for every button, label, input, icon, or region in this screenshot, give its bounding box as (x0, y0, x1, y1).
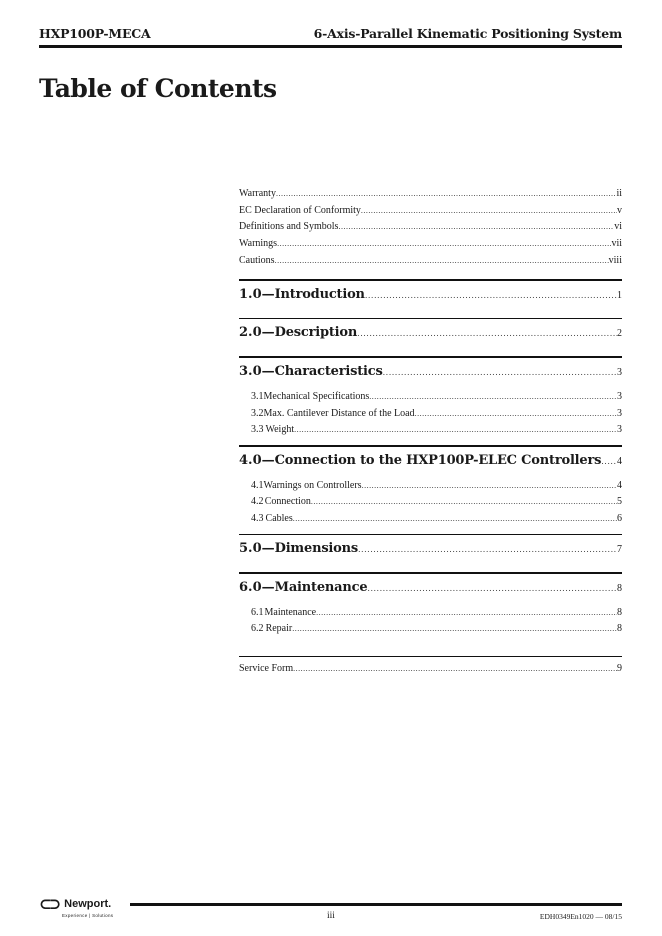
section-page: 7 (617, 544, 622, 556)
section-page: 3 (617, 366, 622, 378)
footer-doc-code: EDH0349En1020 — 08/15 (539, 912, 622, 921)
toc-entry-label: Service Form (239, 662, 294, 674)
subsection-label: Warnings on Controllers (263, 479, 362, 491)
sections-list (239, 279, 622, 644)
dot-leader (415, 406, 617, 423)
toc-subsection[interactable] (239, 406, 622, 423)
toc-entry-label: EC Declaration of Conformity (239, 204, 361, 216)
subsection-number: 3.3 (251, 424, 264, 436)
toc-subsection[interactable] (239, 511, 622, 528)
newport-logo-icon: ⊂⊃ (39, 895, 59, 913)
toc-section-heading[interactable] (239, 574, 622, 605)
header-document-title: 6-Axis-Parallel Kinematic Positioning System (313, 26, 622, 41)
dot-leader (365, 282, 617, 310)
dot-leader (292, 621, 617, 638)
section-number: 4.0 (239, 452, 262, 468)
toc-entry-front-matter[interactable] (239, 219, 622, 236)
toc-entry-label: Warnings (239, 238, 278, 250)
subsection-label: Max. Cantilever Distance of the Load (263, 407, 415, 419)
section-title: Maintenance (274, 579, 368, 595)
section-dash: — (261, 325, 275, 341)
toc-section-heading[interactable] (239, 447, 622, 478)
subsection-label: Cables (265, 512, 293, 524)
section-gap (239, 638, 622, 644)
section-dash: — (261, 579, 275, 595)
subsection-label: Weight (265, 424, 295, 436)
toc-entry-label: Definitions and Symbols (239, 221, 339, 233)
toc-entry-front-matter[interactable] (239, 253, 622, 270)
dot-leader (293, 511, 617, 528)
section-dash: — (261, 452, 275, 468)
section-page: 8 (617, 582, 622, 594)
toc-section (239, 445, 622, 534)
toc-entry-label: Cautions (239, 254, 275, 266)
toc-entry-page: vii (611, 238, 622, 250)
subsection-label: Mechanical Specifications (263, 390, 370, 402)
subsection-label: Connection (264, 496, 311, 508)
dot-leader (369, 389, 617, 406)
dot-leader (383, 359, 617, 387)
section-number: 2.0 (239, 325, 262, 341)
subsection-page: 6 (617, 512, 622, 524)
toc-entry-page: viii (608, 254, 622, 266)
dot-leader (275, 253, 609, 270)
toc-section-heading[interactable] (239, 281, 622, 312)
subsection-number: 4.2 (251, 496, 264, 508)
front-matter-list (239, 186, 622, 269)
table-of-contents (239, 186, 622, 678)
dot-leader (316, 605, 617, 622)
toc-section (239, 534, 622, 573)
dot-leader (601, 448, 617, 476)
subsection-page: 8 (617, 623, 622, 635)
subsection-page: 5 (617, 496, 622, 508)
section-page: 2 (617, 328, 622, 340)
toc-entry-page: 9 (617, 662, 622, 674)
toc-entry-front-matter[interactable] (239, 236, 622, 253)
section-dash: — (261, 286, 275, 302)
header-product-name: HXP100P-MECA (39, 26, 151, 41)
section-number: 1.0 (239, 286, 262, 302)
subsection-number: 3.2 (251, 407, 264, 419)
subsection-page: 3 (617, 407, 622, 419)
toc-entry-front-matter[interactable] (239, 203, 622, 220)
dot-leader (367, 575, 617, 603)
section-dash: — (261, 541, 275, 557)
footer-page-number: iii (327, 911, 335, 921)
final-rule (239, 656, 622, 657)
subsection-page: 8 (617, 606, 622, 618)
page-title: Table of Contents (39, 74, 277, 103)
section-number: 3.0 (239, 363, 262, 379)
dot-leader (276, 186, 616, 203)
dot-leader (361, 203, 617, 220)
section-page: 4 (617, 455, 622, 467)
section-title: Dimensions (274, 541, 359, 557)
header-rule (39, 45, 622, 48)
dot-leader (338, 219, 614, 236)
toc-entry-service-form[interactable] (239, 661, 622, 678)
logo-text: Newport. (64, 898, 112, 910)
toc-section (239, 356, 622, 445)
subsection-page: 4 (617, 479, 622, 491)
toc-entry-front-matter[interactable] (239, 186, 622, 203)
toc-entry-page: v (617, 204, 622, 216)
section-title: Characteristics (274, 363, 383, 379)
dot-leader (293, 661, 617, 678)
toc-section-heading[interactable] (239, 319, 622, 350)
subsection-number: 6.2 (251, 623, 264, 635)
dot-leader (358, 536, 617, 564)
toc-section-heading[interactable] (239, 535, 622, 566)
footer-rule (130, 903, 622, 906)
subsection-page: 3 (617, 424, 622, 436)
section-title: Description (274, 325, 358, 341)
toc-subsection[interactable] (239, 621, 622, 638)
toc-entry-page: ii (616, 188, 622, 199)
section-title: Introduction (274, 286, 365, 302)
dot-leader (357, 320, 617, 348)
section-page: 1 (617, 289, 622, 301)
toc-entry-label: Warranty (239, 188, 276, 199)
toc-subsection[interactable] (239, 422, 622, 439)
subsection-number: 4.1 (251, 479, 264, 491)
toc-section (239, 318, 622, 357)
toc-section (239, 279, 622, 318)
toc-entry-page: vi (614, 221, 622, 233)
toc-subsection[interactable] (239, 605, 622, 622)
dot-leader (294, 422, 617, 439)
dot-leader (277, 236, 611, 253)
logo-tagline: Experience | Solutions (62, 913, 114, 918)
subsection-label: Repair (265, 623, 293, 635)
section-title: Connection to the HXP100P-ELEC Controllers (274, 452, 602, 468)
subsection-page: 3 (617, 390, 622, 402)
subsection-number: 4.3 (251, 512, 264, 524)
dot-leader (311, 494, 617, 511)
section-dash: — (261, 363, 275, 379)
toc-section-heading[interactable] (239, 358, 622, 389)
toc-subsection[interactable] (239, 478, 622, 495)
subsection-label: Maintenance (264, 606, 317, 618)
toc-subsection[interactable] (239, 494, 622, 511)
subsection-number: 6.1 (251, 606, 264, 618)
toc-section (239, 572, 622, 644)
section-number: 6.0 (239, 579, 262, 595)
section-number: 5.0 (239, 541, 262, 557)
subsection-number: 3.1 (251, 390, 264, 402)
dot-leader (362, 478, 617, 495)
toc-subsection[interactable] (239, 389, 622, 406)
